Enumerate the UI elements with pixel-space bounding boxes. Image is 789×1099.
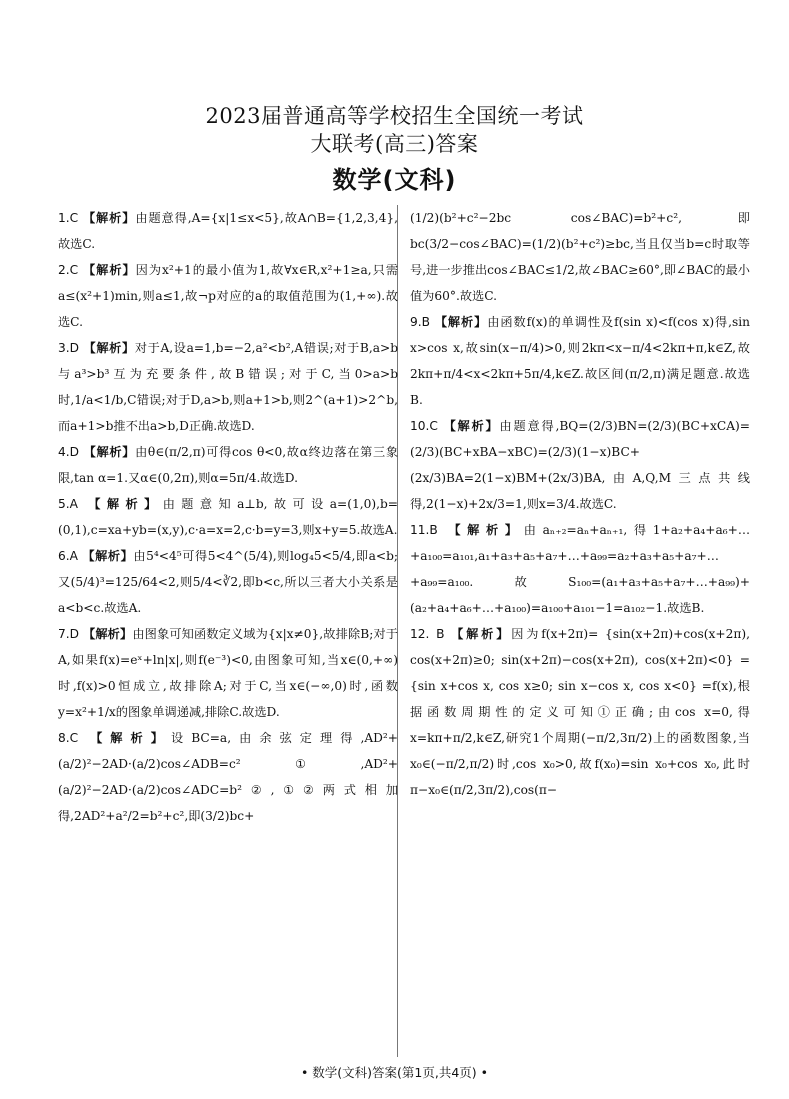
exam-title-line1: 2023届普通高等学校招生全国统一考试 (205, 104, 584, 128)
subject-title: 数学(文科) (332, 166, 457, 194)
answer-item-8-continued: (1/2)(b²+c²−2bc cos∠BAC)=b²+c²,即bc(3/2−cos∠BAC)=(1/2)(b²+c²)≥bc,当且仅当b=c时取等号,进一步推出cos∠BAC≤1/2,故∠BAC≥60°,即∠BAC的最小值为60°.故选C. (410, 211, 750, 303)
answer-item-10: 10.C 【解析】由题意得,BQ=(2/3)BN=(2/3)(BC+xCA)=(2/3)(BC+xBA−xBC)=(2/3)(1−x)BC+(2x/3)BA=2(1−x)BM+(2x/3)BA,由A,Q,M三点共线得,2(1−x)+2x/3=1,则x=3/4.故选C. (410, 419, 751, 511)
answer-item-5: 5.A 【解析】由题意知a⊥b,故可设a=(1,0),b=(0,1),c=xa+yb=(x,y),c·a=x=2,c·b=y=3,则x+y=5.故选A. (58, 497, 398, 537)
page-footer: • 数学(文科)答案(第1页,共4页) • (300, 1065, 489, 1080)
answer-item-8: 8.C 【解析】设BC=a,由余弦定理得,AD²+(a/2)²−2AD·(a/2)cos∠ADB=c²①,AD²+(a/2)²−2AD·(a/2)cos∠ADC=b²②,①②两式相加得,2AD²+a²/2=b²+c²,即(3/2)bc+ (58, 731, 399, 823)
answer-item-12: 12. B 【解析】因为f(x+2π)= {sin(x+2π)+cos(x+2π), cos(x+2π)≥0; sin(x+2π)−cos(x+2π), cos(x+2π)<0} = {sin x+cos x, cos x≥0; sin x−cos x, cos x<0} =f(x),根据函数周期性的定义可知①正确;由cos x=0,得x=kπ+π/2,k∈Z,研究1个周期(−π/2,3π/2)上的函数图象,当x₀∈(−π/2,π/2)时,cos x₀>0,故f(x₀)=sin x₀+cos x₀,此时π−x₀∈(π/2,3π/2),cos(π− (410, 627, 751, 797)
right-column (410, 205, 750, 803)
answer-item-3: 3.D 【解析】对于A,设a=1,b=−2,a²<b²,A错误;对于B,a>b与a³>b³互为充要条件,故B错误;对于C,当0>a>b时,1/a<1/b,C错误;对于D,a>b,则a+1>b,则2^(a+1)>2^b,而a+1>b推不出a>b,D正确.故选D. (58, 341, 399, 433)
exam-title-line2: 大联考(高三)答案 (310, 132, 479, 156)
answer-item-6: 6.A 【解析】由5⁴<4⁵可得5<4^(5/4),则log₄5<5/4,即a<b;又(5/4)³=125/64<2,则5/4<∛2,即b<c,所以三者大小关系是a<b<c.故选A. (58, 549, 399, 615)
answer-item-1: 1.C 【解析】由题意得,A={x|1≤x<5},故A∩B={1,2,3,4},故选C. (58, 211, 399, 251)
answer-item-2: 2.C 【解析】因为x²+1的最小值为1,故∀x∈R,x²+1≥a,只需a≤(x²+1)min,则a≤1,故¬p对应的a的取值范围为(1,+∞).故选C. (58, 263, 399, 329)
answer-item-7: 7.D 【解析】由图象可知函数定义域为{x|x≠0},故排除B;对于A,如果f(x)=eˣ+ln|x|,则f(e⁻³)<0,由图象可知,当x∈(0,+∞)时,f(x)>0恒成立,故排除A;对于C,当x∈(−∞,0)时,函数y=x²+1/x的图象单调递减,排除C.故选D. (58, 627, 398, 719)
answer-item-4: 4.D 【解析】由θ∈(π/2,π)可得cos θ<0,故α终边落在第三象限,tan α=1.又α∈(0,2π),则α=5π/4.故选D. (58, 445, 399, 485)
left-column (58, 205, 398, 829)
answer-item-11: 11.B 【解析】由aₙ₊₂=aₙ+aₙ₊₁,得1+a₂+a₄+a₆+…+a₁₀₀=a₁₀₁,a₁+a₃+a₅+a₇+…+a₉₉=a₂+a₃+a₅+a₇+…+a₉₉=a₁₀₀.故S₁₀₀=(a₁+a₃+a₅+a₇+…+a₉₉)+(a₂+a₄+a₆+…+a₁₀₀)=a₁₀₀+a₁₀₁−1=a₁₀₂−1.故选B. (410, 523, 751, 615)
answer-item-9: 9.B 【解析】由函数f(x)的单调性及f(sin x)<f(cos x)得,sin x>cos x,故sin(x−π/4)>0,则2kπ<x−π/4<2kπ+π,k∈Z,故2kπ+π/4<x<2kπ+5π/4,k∈Z.故区间(π/2,π)满足题意.故选B. (410, 315, 751, 407)
